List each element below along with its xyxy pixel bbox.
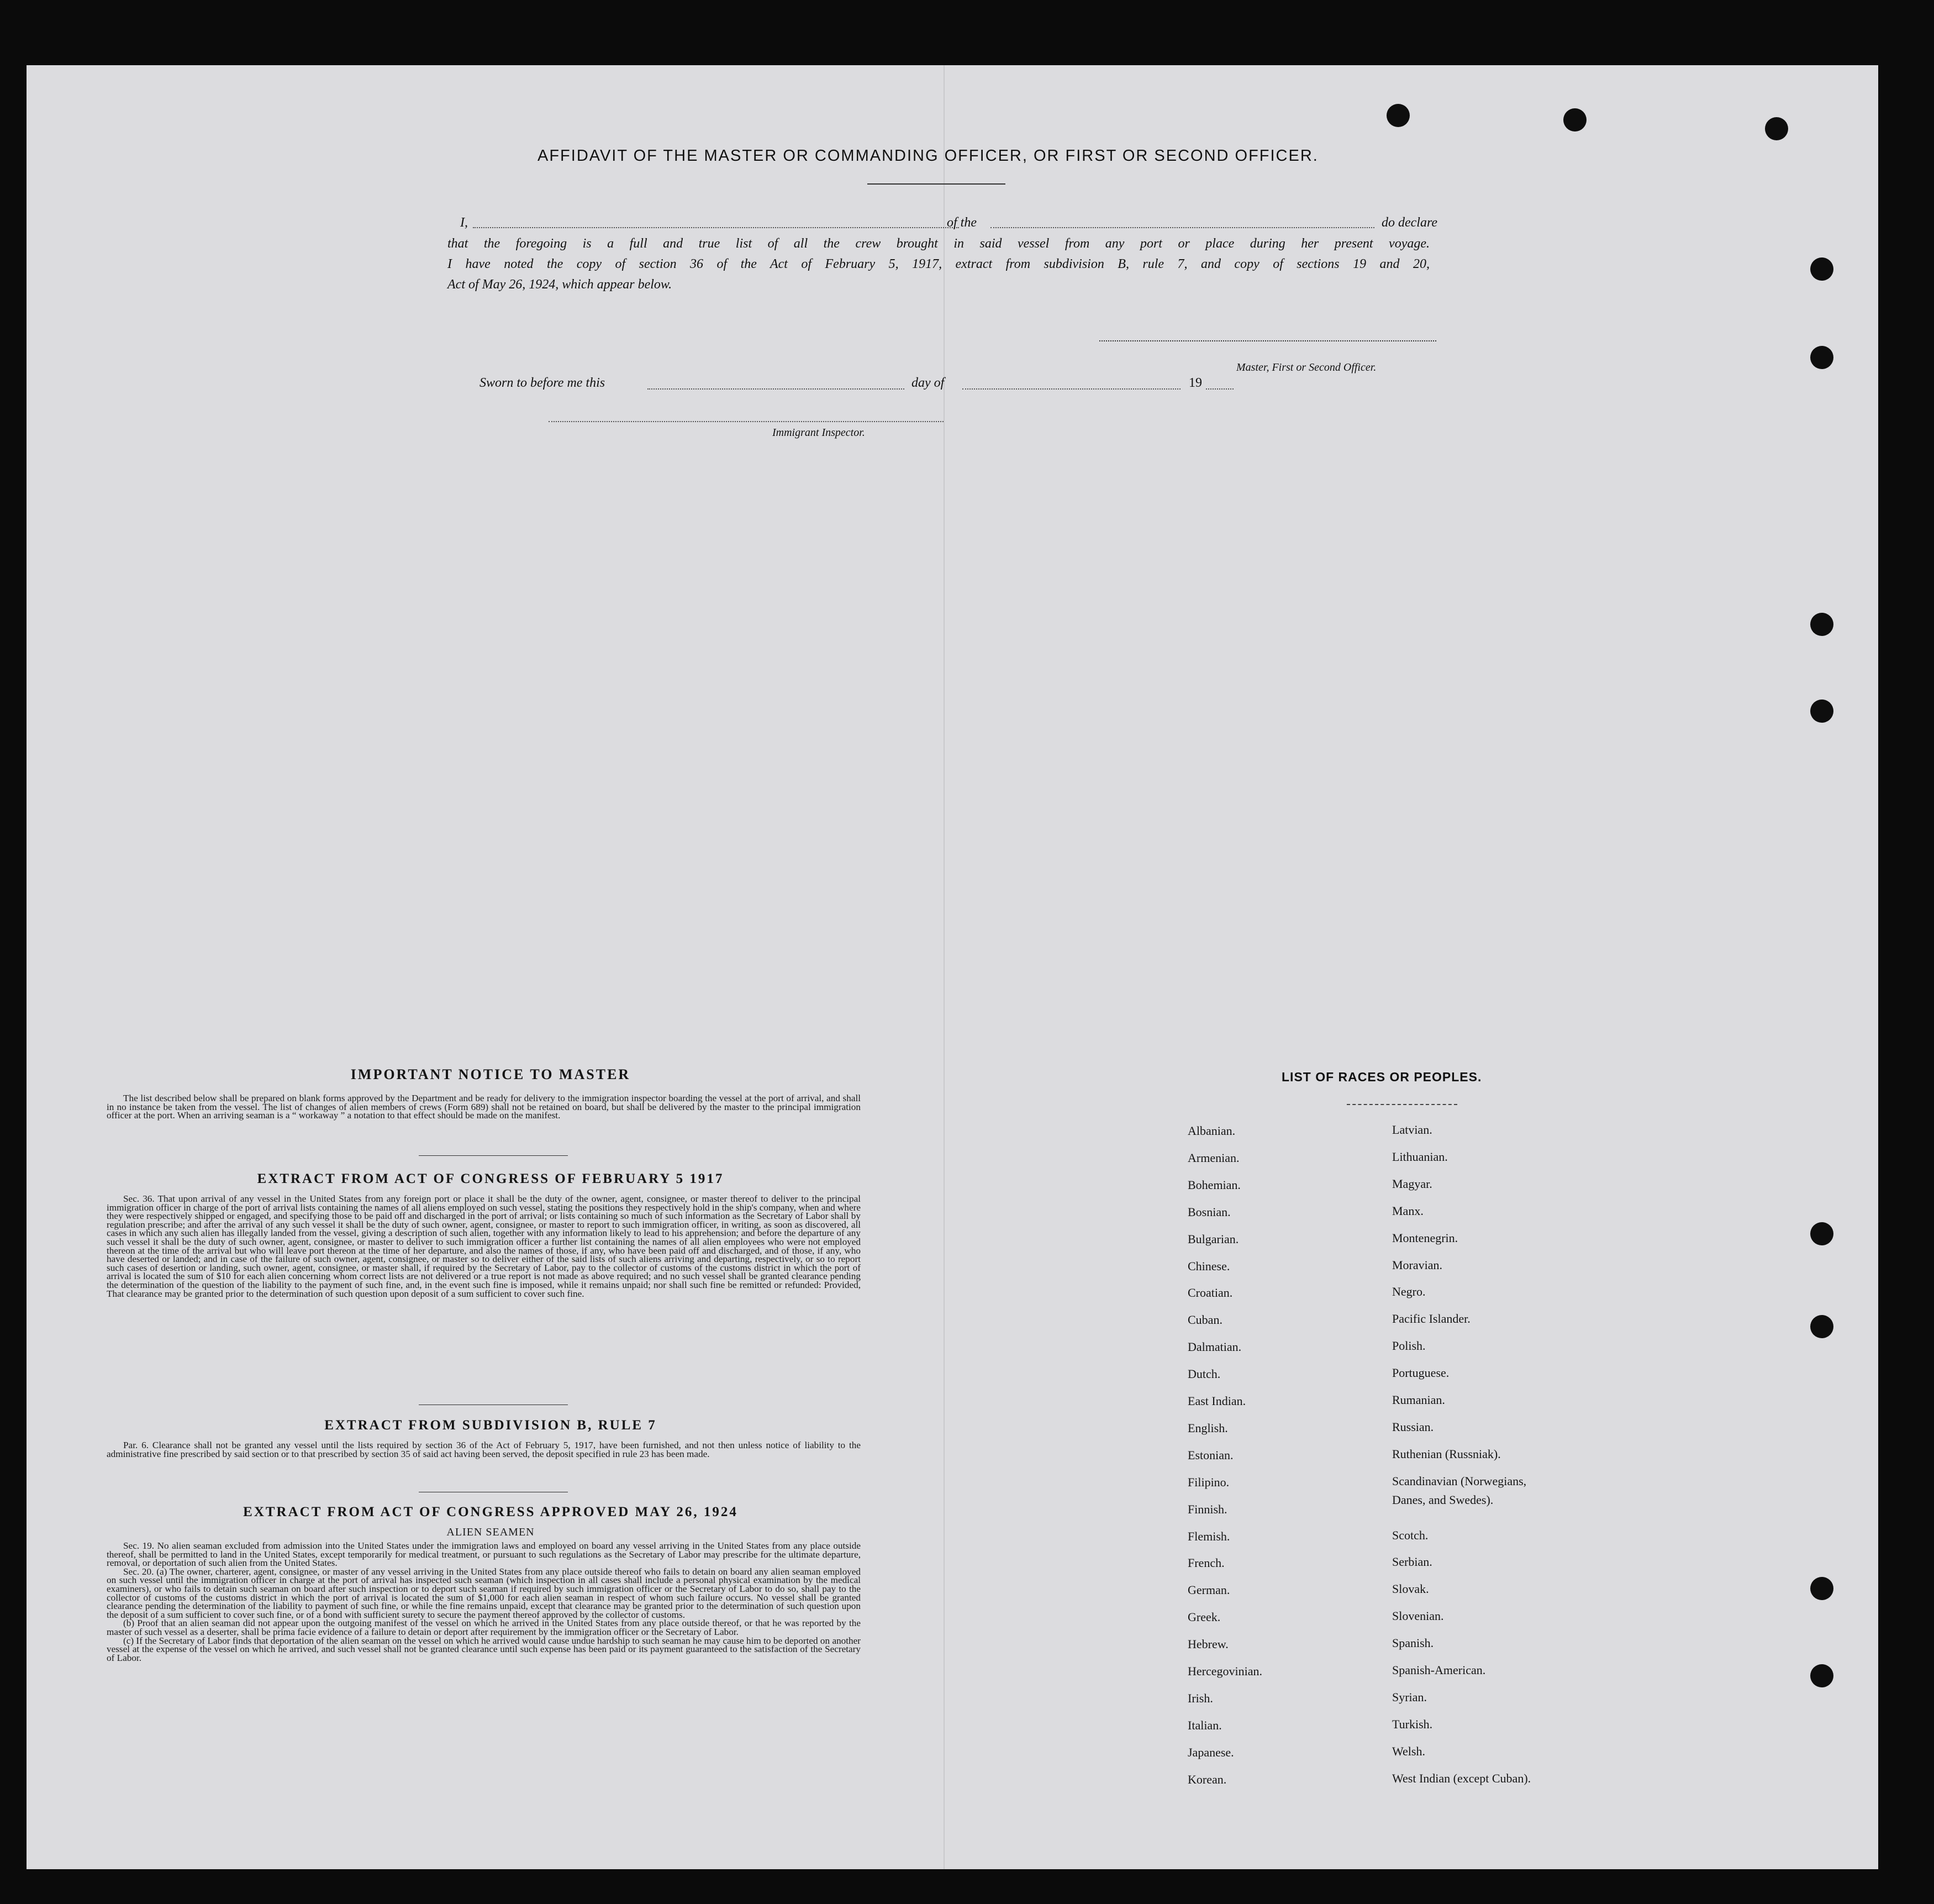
race-item: Manx. (1392, 1203, 1424, 1218)
race-item: Slovak. (1392, 1582, 1429, 1596)
rule7-text: Par. 6. Clearance shall not be granted any vessel until the lists required by section 36 of the Act of February 5, 1917, have been furnished, and not then unless notice of liability to the administrative fine prescribed by said section or to that prescribed by section 35 of said act having been served, the deposit specified in rule 23 has been made. (107, 1440, 861, 1459)
race-item: Pacific Islander. (1392, 1312, 1471, 1326)
day-of-label: day of (911, 376, 945, 390)
affidavit-line3: I have noted the copy of section 36 of the Act of February 5, 1917, extract from subdivision B, rule 7, and copy of sections 19 and 20, (447, 257, 1430, 271)
race-item: Bosnian. (1188, 1205, 1231, 1219)
race-item: Spanish. (1392, 1636, 1434, 1650)
race-item: Korean. (1188, 1772, 1227, 1786)
race-item: Montenegrin. (1392, 1230, 1458, 1245)
sec20a-text: Sec. 20. (a) The owner, charterer, agent, consignee, or master of any vessel arriving in the United States from any place outside thereof who fails to detain on board any alien seaman employed on such vessel until the immigration officer in charge at the port of arrival has inspected such seaman (which inspection in all cases shall include a personal physical examination by the medical examiners), or who fails to detain such seaman on board after such inspection or to deport such seaman if required by such immigration officer or the Secretary of Labor to do so, shall pay to the collector of customs of the customs district in which the port of arrival is located the sum of $1,000 for each alien seaman in respect of whom such failure occurs. No vessel shall be granted clearance pending the determination of the liability to payment of such fine, or while the fine remains unpaid, except that clearance may be granted prior to the determination of such question upon the deposit of a sum sufficient to cover such fine, or of a bond with sufficient surety to secure the payment thereof approved by the collector of customs. (107, 1566, 861, 1620)
race-item: Albanian. (1188, 1124, 1236, 1138)
races-rule (1347, 1104, 1457, 1105)
race-item: Hercegovinian. (1188, 1664, 1262, 1678)
race-item: Portuguese. (1392, 1366, 1450, 1380)
race-item: Ruthenian (Russniak). (1392, 1447, 1501, 1461)
extract-1924-text (107, 1542, 861, 1662)
race-item: Flemish. (1188, 1529, 1230, 1543)
notice-text: The list described below shall be prepared on blank forms approved by the Department and be ready for delivery to the immigration inspector boarding the vessel at the port of arrival, and shall in no instance be taken from the vessel. The list of changes of alien members of crews (Form 689) shall not be retained on board, but shall be delivered by the master to the principal immigration officer at the port. When an arriving seaman is a “ workaway ” a notation to that effect should be made on the manifest. (107, 1093, 861, 1121)
affidavit-i: I, (460, 215, 468, 230)
race-item: Japanese. (1188, 1745, 1234, 1759)
page-fold (944, 65, 945, 1869)
race-item: French. (1188, 1556, 1225, 1570)
year-prefix: 19 (1189, 376, 1202, 390)
race-item: Dalmatian. (1188, 1340, 1242, 1354)
binder-hole (1810, 1577, 1833, 1600)
race-item: Scotch. (1392, 1528, 1429, 1542)
year-field[interactable] (1206, 388, 1234, 390)
alien-seamen-subtitle: ALIEN SEAMEN (446, 1526, 535, 1538)
inspector-label: Immigrant Inspector. (772, 427, 865, 439)
race-item: Armenian. (1188, 1150, 1240, 1165)
race-item: Chinese. (1188, 1259, 1230, 1273)
race-item: Serbian. (1392, 1555, 1432, 1569)
race-item: Turkish. (1392, 1717, 1433, 1731)
month-field[interactable] (962, 388, 1181, 390)
name-field[interactable] (473, 227, 959, 228)
race-item: Bulgarian. (1188, 1232, 1239, 1246)
race-item: Estonian. (1188, 1448, 1234, 1462)
sworn-day-field[interactable] (647, 388, 904, 390)
race-item: Russian. (1392, 1419, 1434, 1434)
affidavit-line4: Act of May 26, 1924, which appear below. (447, 277, 672, 292)
race-item: English. (1188, 1421, 1228, 1435)
race-item: Slovenian. (1392, 1609, 1444, 1623)
sworn-label: Sworn to before me this (479, 376, 605, 390)
affidavit-line2: that the foregoing is a full and true list of all the crew brought in said vessel from any port or place during her present voyage. (447, 236, 1430, 251)
sec20c-text: (c) If the Secretary of Labor finds that deportation of the alien seaman on the vessel on which he arrived would cause undue hardship to such seaman he may cause him to be deported on another vessel at the expense of the vessel on which he arrived, and such vessel shall not be granted clearance until such expense has been paid or its payment guaranteed to the satisfaction of the Secretary of Labor. (107, 1635, 861, 1663)
sec20b-text: (b) Proof that an alien seaman did not appear upon the outgoing manifest of the vessel on which he arrived in the United States from any place outside thereof, or that he was reported by the master of such vessel as a deserter, shall be prima facie evidence of a failure to detain or deport after requirement by the immigration officer or the Secretary of Labor. (107, 1618, 861, 1637)
master-signature-line[interactable] (1099, 340, 1436, 341)
race-item: Finnish. (1188, 1502, 1227, 1516)
binder-hole (1810, 1315, 1833, 1338)
race-item: Moravian. (1392, 1258, 1443, 1272)
binder-hole (1810, 346, 1833, 369)
notice-rule (419, 1155, 568, 1156)
affidavit-title: AFFIDAVIT OF THE MASTER OR COMMANDING OFFICER, OR FIRST OR SECOND OFFICER. (537, 147, 1319, 165)
race-item: Syrian. (1392, 1690, 1427, 1704)
race-item: German. (1188, 1583, 1230, 1597)
race-item: Magyar. (1392, 1176, 1432, 1191)
rule7-title: EXTRACT FROM SUBDIVISION B, RULE 7 (324, 1418, 657, 1433)
binder-hole (1810, 1664, 1833, 1687)
race-item: Italian. (1188, 1718, 1222, 1732)
race-item: Rumanian. (1392, 1393, 1445, 1407)
vessel-field[interactable] (990, 227, 1374, 228)
binder-hole (1810, 257, 1833, 281)
binder-hole (1810, 1222, 1833, 1245)
race-item: Bohemian. (1188, 1177, 1241, 1192)
race-item: Filipino. (1188, 1475, 1230, 1489)
extract-1917-title: EXTRACT FROM ACT OF CONGRESS OF FEBRUARY 5 1917 (257, 1171, 724, 1186)
document-page (27, 65, 1878, 1869)
race-item: Greek. (1188, 1610, 1221, 1624)
race-item: Irish. (1188, 1691, 1213, 1705)
race-item: Dutch. (1188, 1367, 1221, 1381)
binder-hole (1765, 117, 1788, 140)
race-item: Cuban. (1188, 1313, 1222, 1327)
race-item: Scandinavian (Norwegians, Danes, and Swedes). (1392, 1474, 1527, 1507)
extract-1917-text: Sec. 36. That upon arrival of any vessel in the United States from any foreign port or place it shall be the duty of the owner, agent, consignee, or master thereof to deliver to the principal immigration officer in charge of the port of arrival lists containing the names of all aliens employed on such vessel, stating the positions they respectively hold in the ship's company, when and where they were respectively shipped or engaged, and specifying those to be paid off and discharged in the port of arrival; or lists containing so much of such information as the Secretary of Labor shall by regulation prescribe; and after the arrival of any such vessel it shall be the duty of such owner, agent, consignee, or master to report to such immigration officer, in writing, as soon as discovered, all cases in which any such alien has illegally landed from the vessel, giving a description of such alien, together with any information likely to lead to his apprehension; and before the departure of any such vessel it shall be the duty of such owner, agent, consignee, or master to deliver to such immigration officer a further list containing the names of all alien employees who were not employed thereon at the time of the arrival but who will leave port thereon at the time of her departure, and also the names of those, if any, who have been paid off and discharged, and of those, if any, who have deserted or landed; and in case of the failure of such owner, agent, consignee, or master so to deliver either of the said lists of such aliens arriving and departing, respectively, or so to report such cases of desertion or landing, such owner, agent, consignee, or master shall, if required by the Secretary of Labor, pay to the collector of customs of the customs district in which the port of arrival is located the sum of $10 for each alien concerning whom correct lists are not delivered or a true report is not made as above required; and no such vessel shall be granted clearance pending the determination of the question of the liability to the payment of such fine, and, in the event such fine is imposed, while it remains unpaid; nor shall such fine be remitted or refunded: Provided, That clearance may be granted prior to the determination of such question upon deposit of a sum sufficient to cover such fine. (107, 1193, 861, 1299)
race-item: Negro. (1392, 1285, 1426, 1299)
binder-hole (1810, 613, 1833, 636)
binder-hole (1387, 104, 1410, 127)
race-item: Hebrew. (1188, 1637, 1229, 1651)
race-item: Croatian. (1188, 1286, 1233, 1300)
races-title: LIST OF RACES OR PEOPLES. (1282, 1070, 1482, 1084)
race-item: Spanish-American. (1392, 1663, 1486, 1677)
race-item: Latvian. (1392, 1123, 1432, 1137)
race-item: Welsh. (1392, 1744, 1425, 1758)
race-item: Polish. (1392, 1339, 1426, 1353)
inspector-signature-line[interactable] (549, 421, 944, 422)
extract-1924-title: EXTRACT FROM ACT OF CONGRESS APPROVED MAY 26, 1924 (243, 1505, 738, 1519)
notice-title: IMPORTANT NOTICE TO MASTER (350, 1066, 631, 1082)
race-item: East Indian. (1188, 1394, 1246, 1408)
binder-hole (1563, 108, 1587, 132)
race-item: Lithuanian. (1392, 1149, 1448, 1164)
binder-hole (1810, 699, 1833, 723)
affidavit-of-the: of the (947, 215, 977, 230)
sec19-text: Sec. 19. No alien seaman excluded from admission into the United States under the immigration laws and employed on board any vessel arriving in the United States from any place outside thereof, shall be permitted to land in the United States, except temporarily for medical treatment, or pursuant to such regulations as the Secretary of Labor may prescribe for the ultimate departure, removal, or deportation of such alien from the United States. (107, 1540, 861, 1569)
affidavit-do-declare: do declare (1382, 215, 1438, 230)
title-rule (867, 183, 1005, 185)
master-label: Master, First or Second Officer. (1236, 361, 1377, 374)
race-item: West Indian (except Cuban). (1392, 1771, 1531, 1785)
